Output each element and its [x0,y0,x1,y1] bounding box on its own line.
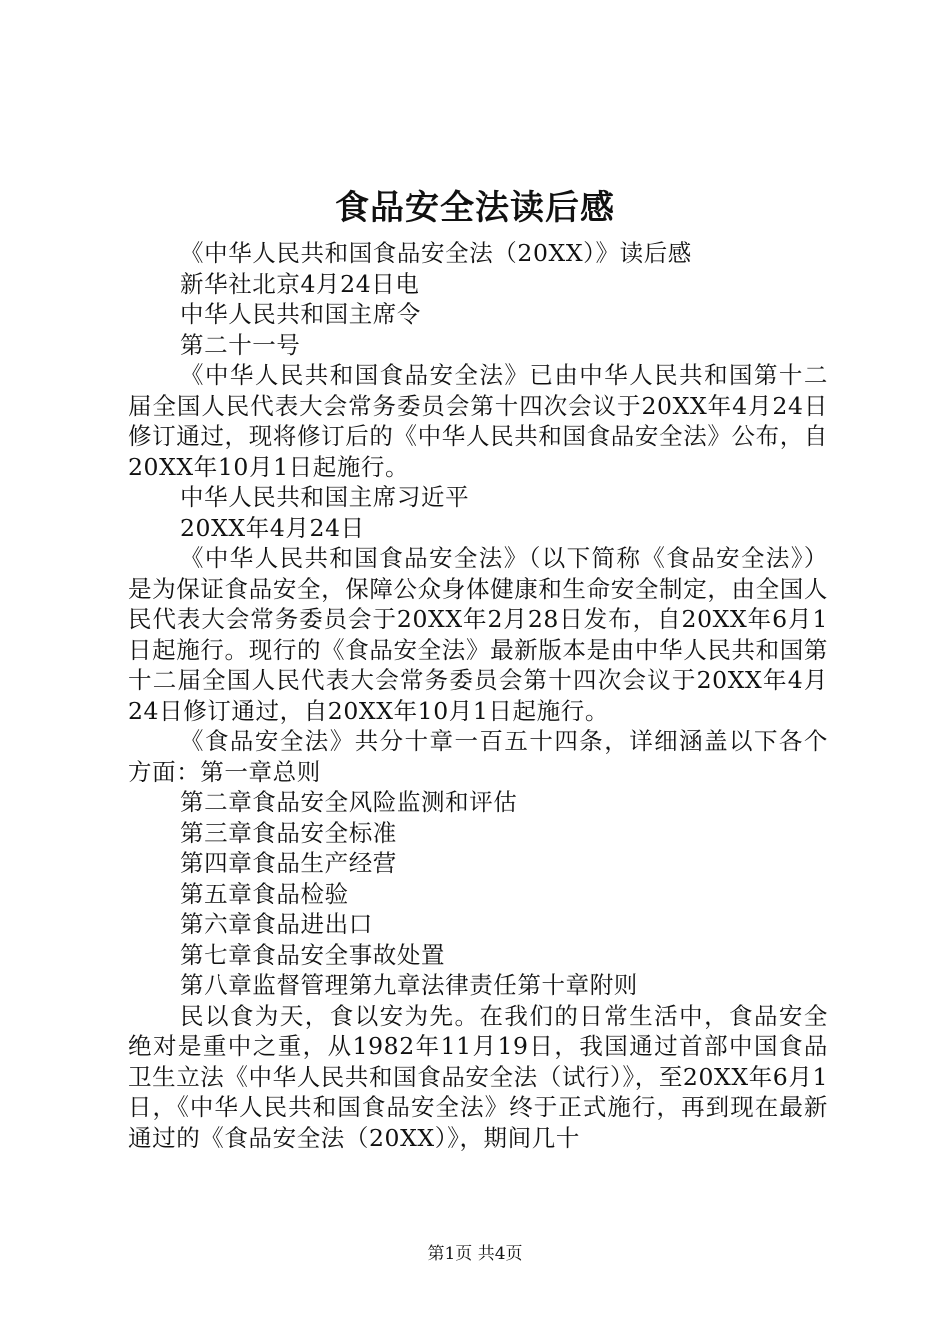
paragraph-15: 第七章食品安全事故处置 [180,940,446,969]
document-title: 食品安全法读后感 [335,188,615,228]
paragraph-3: 中华人民共和国主席令 [180,300,421,328]
paragraph-12: 第四章食品生产经营 [180,849,397,877]
paragraph-5: 《中华人民共和国食品安全法》已由中华人民共和国第十二届全国人民代表大会常务委员会第十四次会议于20XX年4月24日修订通过，现将修订后的《中华人民共和国食品安全法》公布，自20XX年10月1日起施行。 [128,361,828,481]
paragraph-11: 第三章食品安全标准 [180,818,397,847]
paragraph-2: 新华社北京4月24日电 [180,269,420,298]
paragraph-6: 中华人民共和国主席习近平 [180,483,470,511]
paragraph-17: 民以食为天，食以安为先。在我们的日常生活中，食品安全绝对是重中之重，从1982年11月19日，我国通过首部中国食品卫生立法《中华人民共和国食品安全法（试行）》，至20XX年6月1日，《中华人民共和国食品安全法》终于正式施行，再到现在最新通过的《食品安全法（20XX）》，期间几十 [128,1001,828,1152]
paragraph-8: 《中华人民共和国食品安全法》（以下简称《食品安全法》）是为保证食品安全，保障公众身体健康和生命安全制定，由全国人民代表大会常务委员会于20XX年2月28日发布，自20XX年6月1日起施行。现行的《食品安全法》最新版本是由中华人民共和国第十二届全国人民代表大会常务委员会第十四次会议于20XX年4月24日修订通过，自20XX年10月1日起施行。 [128,544,828,725]
paragraph-1: 《中华人民共和国食品安全法（20XX）》读后感 [180,239,692,267]
paragraph-13: 第五章食品检验 [180,879,349,908]
document-body [128,238,828,1153]
page-footer: 第1页 共4页 [427,1244,523,1264]
paragraph-10: 第二章食品安全风险监测和评估 [180,788,518,816]
paragraph-4: 第二十一号 [180,330,301,359]
paragraph-16: 第八章监督管理第九章法律责任第十章附则 [180,971,638,999]
paragraph-9: 《食品安全法》共分十章一百五十四条，详细涵盖以下各个方面：第一章总则 [128,727,828,786]
paragraph-7: 20XX年4月24日 [180,513,365,542]
paragraph-14: 第六章食品进出口 [180,910,373,938]
